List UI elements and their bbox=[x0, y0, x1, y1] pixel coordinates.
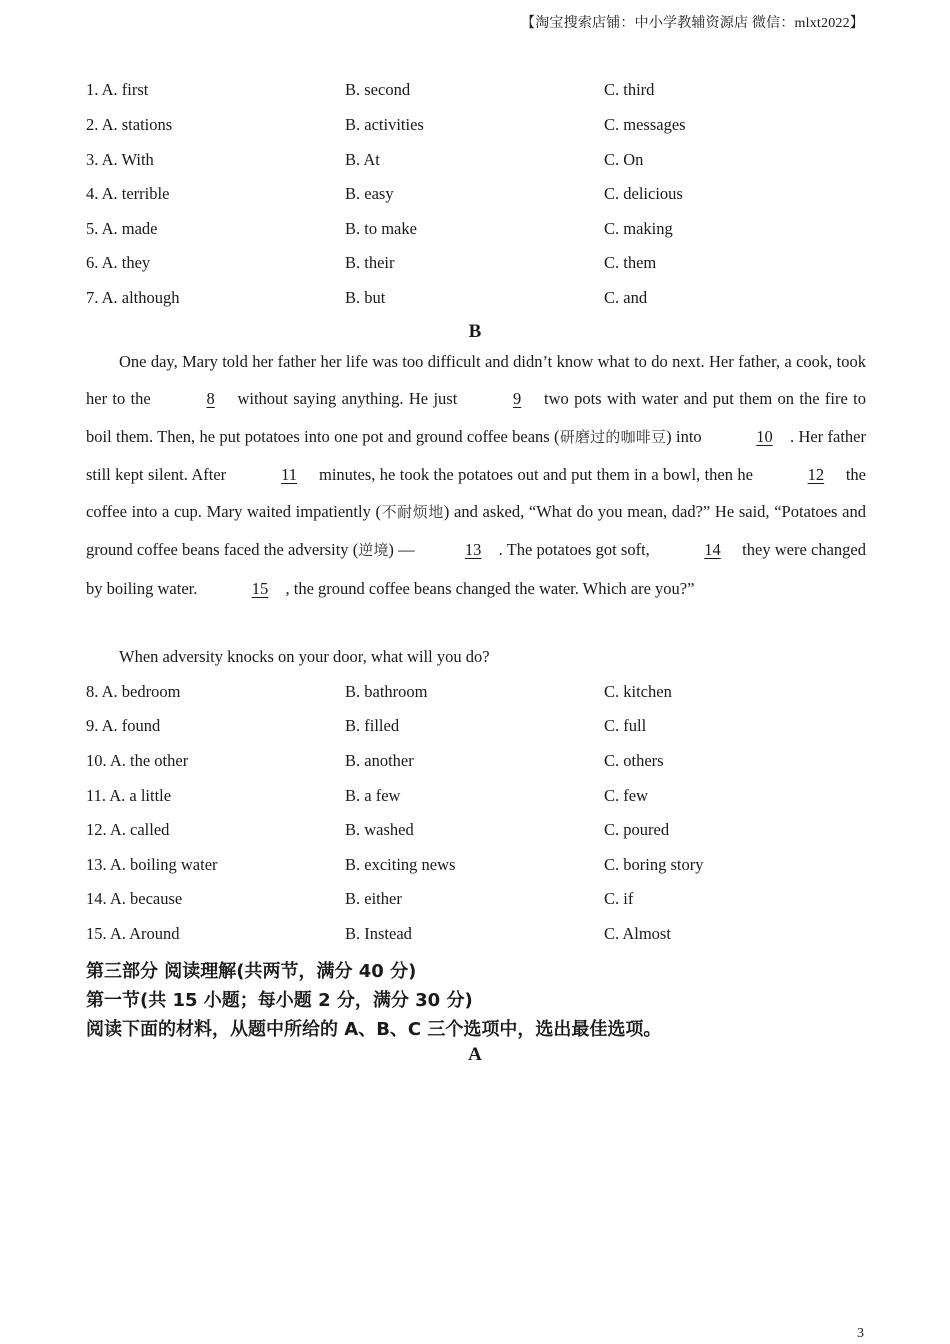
option-b: B. another bbox=[345, 751, 414, 770]
option-row-13 bbox=[86, 855, 866, 879]
passage-text: ) and asked, “What do you mean, dad?” He said, “Potatoes and ground coffee beans faced the adversity ( bbox=[86, 502, 866, 560]
page-number: 3 bbox=[857, 1326, 864, 1341]
chinese-gloss: 研磨过的咖啡豆 bbox=[559, 427, 667, 446]
option-a: 8. A. bedroom bbox=[86, 682, 181, 701]
passage-text: two pots with water and put them on the fire to boil them. Then, he put potatoes into one pot and ground coffee beans ( bbox=[86, 389, 866, 446]
option-row-10 bbox=[86, 751, 866, 775]
option-b: B. Instead bbox=[345, 924, 412, 943]
option-row-4 bbox=[86, 184, 866, 208]
option-a: 9. A. found bbox=[86, 716, 161, 735]
option-row-5 bbox=[86, 219, 866, 243]
option-b: B. their bbox=[345, 253, 395, 272]
blank-12: 12 bbox=[807, 464, 825, 484]
passage-text: . Her father still kept silent. After bbox=[86, 426, 866, 484]
option-b: B. exciting news bbox=[345, 855, 456, 874]
option-b: B. bathroom bbox=[345, 682, 428, 701]
blank-8: 8 bbox=[206, 389, 215, 409]
option-a: 2. A. stations bbox=[86, 115, 173, 134]
blank-10: 10 bbox=[756, 426, 773, 446]
option-b: B. washed bbox=[345, 820, 414, 839]
option-a: 15. A. Around bbox=[86, 924, 180, 943]
option-a: 1. A. first bbox=[86, 80, 149, 99]
option-c: C. On bbox=[604, 150, 644, 169]
option-row-15 bbox=[86, 924, 866, 948]
option-c: C. poured bbox=[604, 820, 670, 839]
cloze-passage bbox=[86, 343, 866, 607]
option-row-8 bbox=[86, 682, 866, 706]
blank-9: 9 bbox=[513, 389, 522, 409]
option-c: C. boring story bbox=[604, 855, 704, 874]
option-c: C. if bbox=[604, 889, 634, 908]
option-c: C. kitchen bbox=[604, 682, 672, 701]
blank-11: 11 bbox=[281, 464, 298, 484]
option-c: C. making bbox=[604, 219, 673, 238]
passage-text: the coffee into a cup. Mary waited impatiently ( bbox=[86, 464, 866, 522]
option-a: 11. A. a little bbox=[86, 786, 172, 805]
option-b: B. but bbox=[345, 288, 386, 307]
option-row-9 bbox=[86, 716, 866, 740]
passage-text: without saying anything. He just bbox=[232, 389, 463, 409]
part-three-heading: 第三部分 阅读理解(共两节，满分 40 分) bbox=[86, 961, 417, 982]
option-row-12 bbox=[86, 820, 866, 844]
passage-closing bbox=[86, 638, 866, 675]
option-row-11 bbox=[86, 786, 866, 810]
option-c: C. and bbox=[604, 288, 648, 307]
option-a: 7. A. although bbox=[86, 288, 180, 307]
option-c: C. few bbox=[604, 786, 648, 805]
option-a: 5. A. made bbox=[86, 219, 158, 238]
option-b: B. second bbox=[345, 80, 411, 99]
option-row-6 bbox=[86, 253, 866, 277]
option-b: B. to make bbox=[345, 219, 417, 238]
option-c: C. full bbox=[604, 716, 647, 735]
option-c: C. third bbox=[604, 80, 655, 99]
section-one-heading: 第一节(共 15 小题；每小题 2 分，满分 30 分) bbox=[86, 990, 473, 1011]
option-a: 4. A. terrible bbox=[86, 184, 170, 203]
option-c: C. messages bbox=[604, 115, 686, 134]
passage-text: ) into bbox=[666, 426, 706, 446]
passage-text: minutes, he took the potatoes out and put them in a bowl, then he bbox=[314, 464, 758, 484]
passage-paragraph bbox=[86, 343, 866, 607]
instructions-heading: 阅读下面的材料，从题中所给的 A、B、C 三个选项中，选出最佳选项。 bbox=[86, 1019, 662, 1040]
chinese-gloss: 逆境 bbox=[358, 541, 389, 560]
option-b: B. filled bbox=[345, 716, 400, 735]
option-b: B. At bbox=[345, 150, 380, 169]
section-title-b: B bbox=[468, 321, 482, 342]
section-title-a: A bbox=[468, 1044, 482, 1065]
option-a: 10. A. the other bbox=[86, 751, 189, 770]
option-a: 13. A. boiling water bbox=[86, 855, 218, 874]
option-a: 14. A. because bbox=[86, 889, 183, 908]
passage-text: One day, Mary told her father her life was too difficult and didn’t know what to do next. Her father, a cook, took her to the bbox=[86, 352, 866, 409]
option-row-14 bbox=[86, 889, 866, 913]
option-b: B. either bbox=[345, 889, 402, 908]
option-c: C. Almost bbox=[604, 924, 671, 943]
blank-13: 13 bbox=[464, 540, 482, 560]
passage-text: . The potatoes got soft, bbox=[498, 540, 654, 560]
passage-text: ) — bbox=[388, 540, 415, 560]
blank-14: 14 bbox=[704, 540, 721, 560]
option-b: B. activities bbox=[345, 115, 424, 134]
option-a: 12. A. called bbox=[86, 820, 170, 839]
option-c: C. them bbox=[604, 253, 657, 272]
passage-text: , the ground coffee beans changed the water. Which are you?” bbox=[285, 578, 695, 598]
closing-line: When adversity knocks on your door, what will you do? bbox=[119, 647, 490, 666]
option-row-3 bbox=[86, 150, 866, 174]
blank-15: 15 bbox=[251, 578, 269, 598]
option-c: C. delicious bbox=[604, 184, 683, 203]
option-row-7 bbox=[86, 288, 866, 312]
option-a: 3. A. With bbox=[86, 150, 154, 169]
option-row-1 bbox=[86, 80, 866, 104]
chinese-gloss: 不耐烦地 bbox=[381, 503, 444, 522]
option-a: 6. A. they bbox=[86, 253, 151, 272]
page-header: 【淘宝搜索店铺：中小学教辅资源店 微信：mlxt2022】 bbox=[521, 16, 864, 31]
option-b: B. a few bbox=[345, 786, 401, 805]
option-c: C. others bbox=[604, 751, 664, 770]
option-b: B. easy bbox=[345, 184, 394, 203]
option-row-2 bbox=[86, 115, 866, 139]
passage-text: they were changed by boiling water. bbox=[86, 540, 866, 598]
